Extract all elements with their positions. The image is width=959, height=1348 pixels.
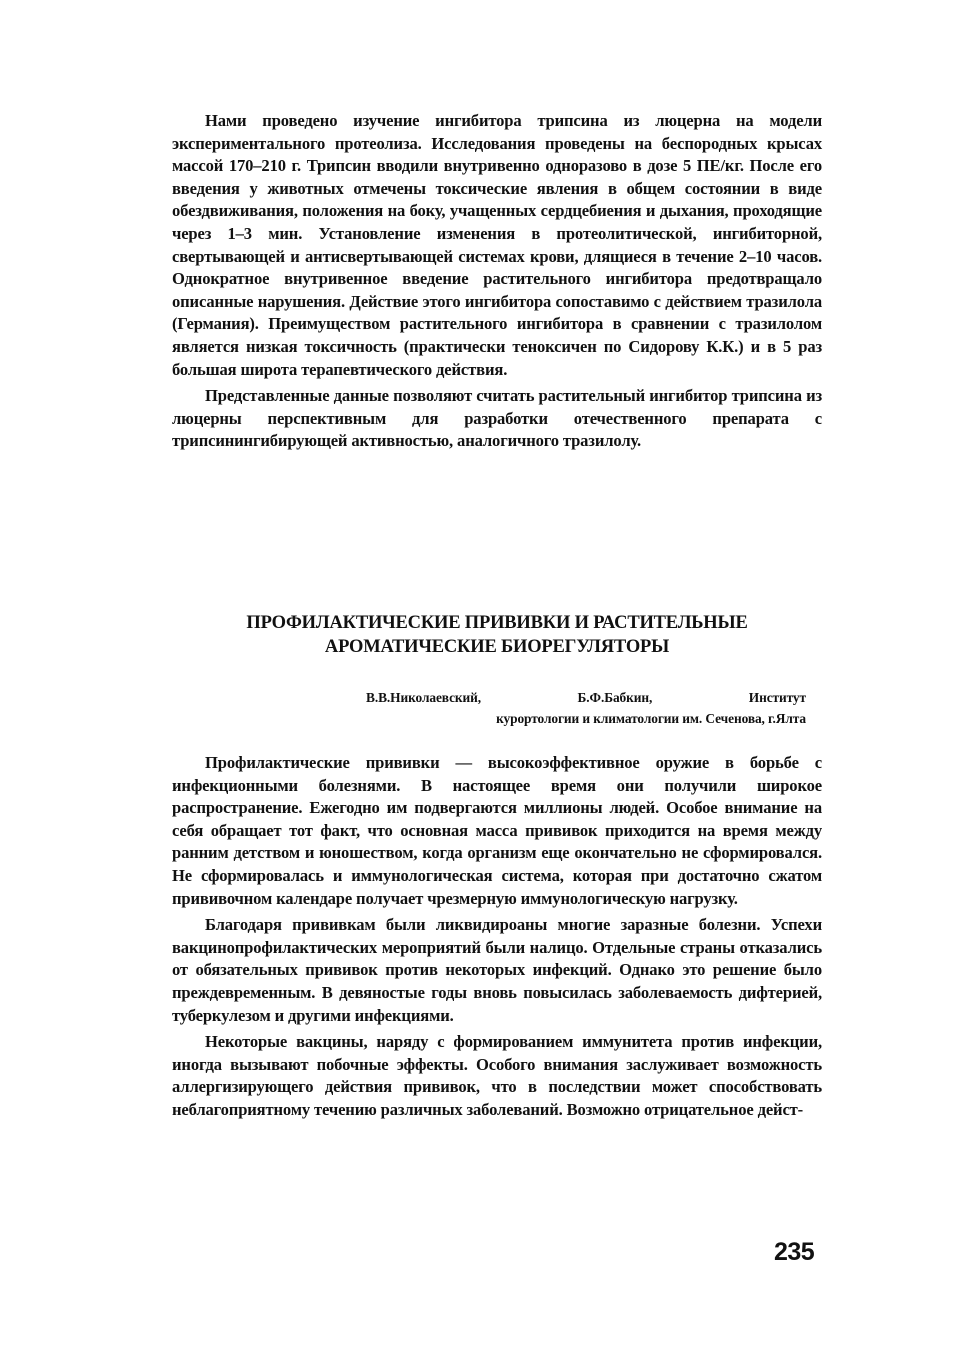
article-paragraph: Некоторые вакцины, наряду с формированием иммунитета против инфекции, иногда вызывают побочные эффекты. Особого внимания заслуживает возможность аллергизирующего действия прививок, что в последствии может способствовать неблагоприятному течению различных заболеваний. Возможно отрицательное дейст-: [172, 1032, 822, 1119]
article-title: [172, 611, 822, 659]
article-authors: [366, 687, 806, 729]
authors-affiliation-line: курортологии и климатологии им. Сеченова, г.Ялта: [496, 711, 806, 726]
article-title-line: АРОМАТИЧЕСКИЕ БИОРЕГУЛЯТОРЫ: [324, 637, 670, 657]
article-body: [172, 752, 822, 1126]
article-title-line: ПРОФИЛАКТИЧЕСКИЕ ПРИВИВКИ И РАСТИТЕЛЬНЫЕ: [246, 613, 748, 633]
intro-paragraph: Нами проведено изучение ингибитора трипсина из люцерна на модели экспериментального протеолиза. Исследования проведены на беспородных крысах массой 170–210 г. Трипсин вводили внутривенно одноразово в дозе 5 ПЕ/кг. После его введения у животных отмечены токсические явления в общем состоянии в виде обездвиживания, положения на боку, учащенных сердцебиения и дыхания, проходящие через 1–3 мин. Установление изменения в протеолитической, ингибиторной, свертывающей и антисвертывающей системах крови, длящиеся в течение 2–10 часов. Однократное внутривенное введение растительного ингибитора предотвращало описанные нарушения. Действие этого ингибитора сопоставимо с действием тразилола (Германия). Преимуществом растительного ингибитора в сравнении с тразилолом является низкая токсичность (практически теноксичен по Сидорову К.К.) и в 5 раз большая широта терапевтического действия.: [172, 111, 822, 379]
page-number: 235: [774, 1238, 815, 1266]
intro-paragraph: Представленные данные позволяют считать растительный ингибитор трипсина из люцерны перспективным для разработки отечественного препарата с трипсинингибирующей активностью, аналогичного тразилолу.: [172, 386, 822, 451]
authors-line: В.В.Николаевский, Б.Ф.Бабкин, Институт: [366, 690, 806, 705]
article-paragraph: Профилактические прививки — высокоэффективное оружие в борьбе с инфекционными болезнями. В настоящее время они получили широкое распространение. Ежегодно им подвергаются миллионы людей. Особое внимание на себя обращает тот факт, что основная масса прививок приходится на время между ранним детством и юношеством, когда организм еще окончательно не сформировался. Не сформировалась и иммунологическая система, которая при достаточно сжатом прививочном календаре получает чрезмерную иммунологическую нагрузку.: [172, 753, 822, 908]
article-paragraph: Благодаря прививкам были ликвидироаны многие заразные болезни. Успехи вакцинопрофилактических мероприятий были налицо. Отдельные страны отказались от обязательных прививок против некоторых инфекций. Однако это решение было преждевременным. В девяностые годы вновь повысилась заболеваемость дифтерией, туберкулезом и другими инфекциями.: [172, 915, 822, 1025]
intro-text-block: [172, 110, 822, 457]
